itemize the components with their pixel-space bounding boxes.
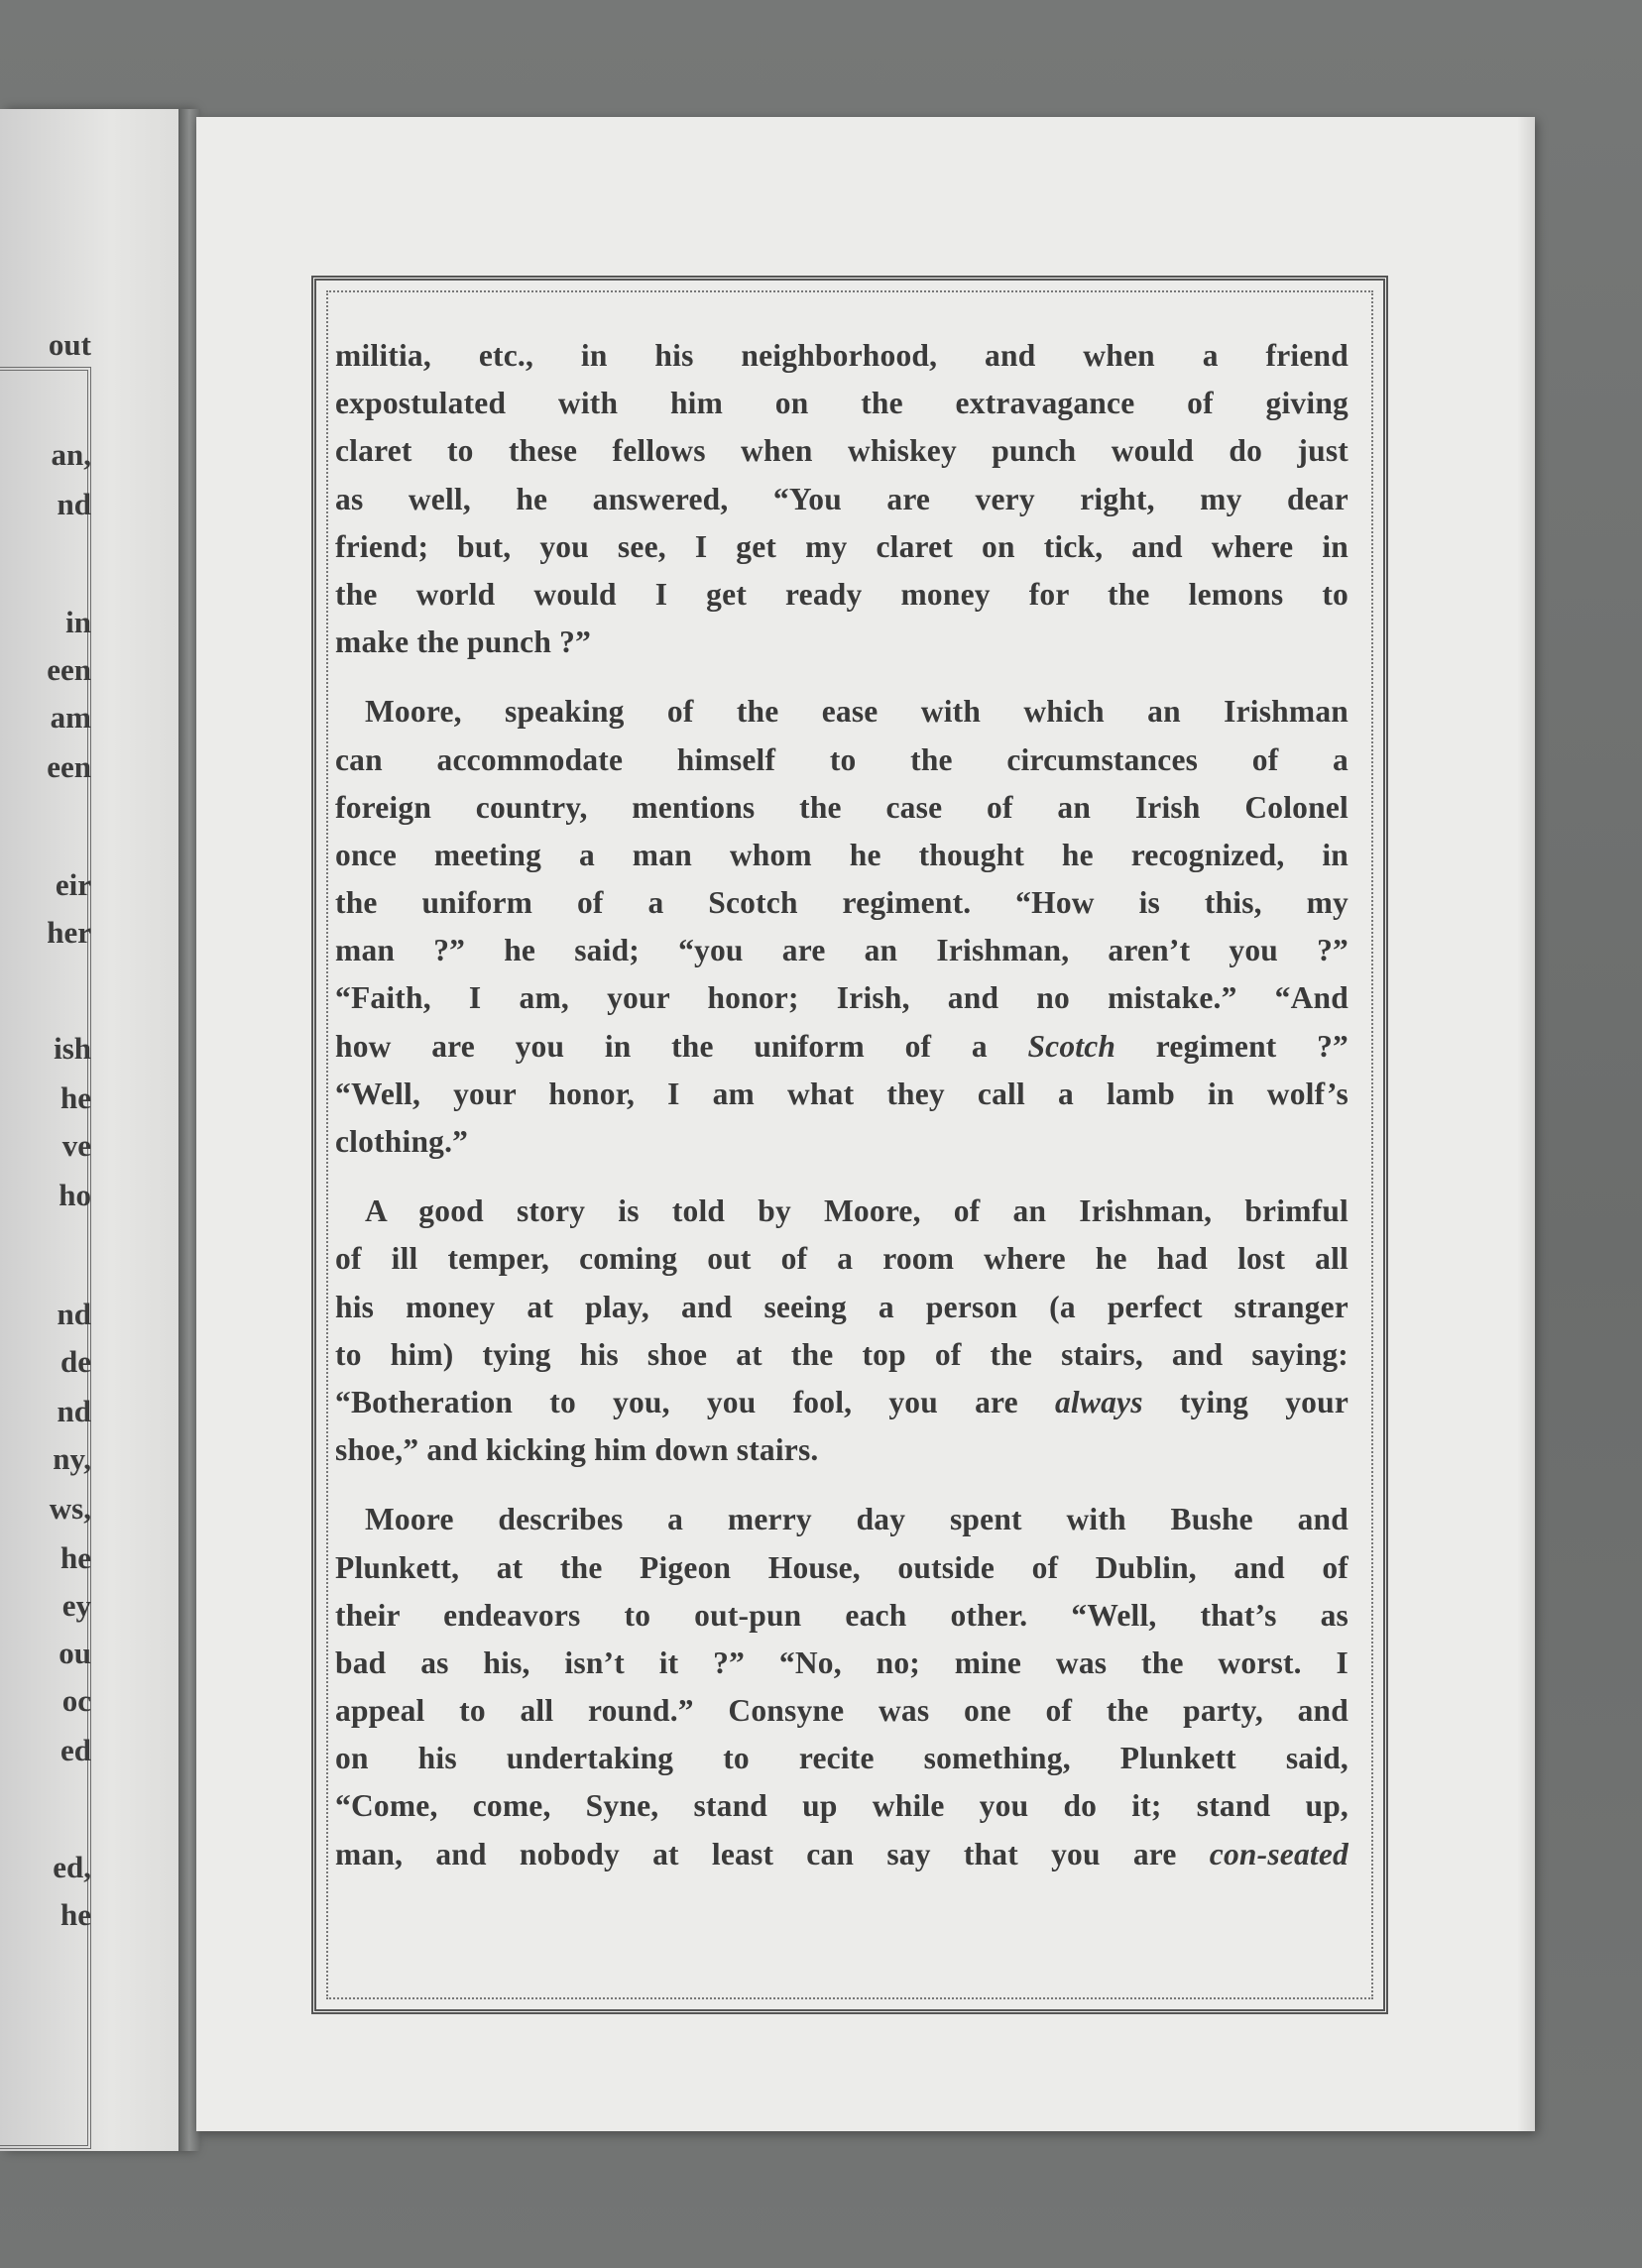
text-line: can accommodate himself to the circumstances of a (335, 741, 1349, 777)
text-line: “Faith, I am, your honor; Irish, and no mistake.” “And (335, 980, 1349, 1016)
text-line: claret to these fellows when whiskey punch would do just (335, 433, 1349, 469)
left-page-fragment: he (60, 1540, 91, 1575)
left-page-fragment: an, (51, 437, 91, 472)
left-page-fragment: nd (57, 1394, 91, 1428)
left-page-fragment: oc (61, 1683, 91, 1718)
left-page-fragment: her (47, 915, 91, 950)
text-line (335, 1379, 1349, 1426)
left-page-fragment: ish (54, 1031, 91, 1066)
text-line (335, 1831, 1349, 1878)
text-line: man ?” he said; “you are an Irishman, aren’t you ?” (335, 933, 1349, 968)
text-line: militia, etc., in his neighborhood, and when a friend (335, 338, 1349, 373)
text-segment: man, and nobody at least can say that you are (335, 1836, 1177, 1871)
left-page-fragment: ny, (53, 1441, 91, 1476)
text-line: to him) tying his shoe at the top of the stairs, and saying: (335, 1336, 1349, 1372)
left-page-fragment: ou (59, 1636, 91, 1670)
left-page-fragment: de (60, 1344, 91, 1379)
paragraph (335, 688, 1349, 1166)
text-line: Moore, speaking of the ease with which an Irishman (365, 694, 1349, 730)
left-page-fragment: een (47, 749, 91, 784)
text-line: expostulated with him on the extravagance of giving (335, 386, 1349, 421)
italic-word: always (1054, 1384, 1143, 1419)
left-page-fragment: ve (61, 1128, 91, 1163)
left-page-fragment: ws, (49, 1491, 91, 1526)
text-line: his money at play, and seeing a person (a perfect stranger (335, 1289, 1349, 1324)
text-line: once meeting a man whom he thought he recognized, in (335, 837, 1349, 872)
text-line: “Come, come, Syne, stand up while you do it; stand up, (335, 1788, 1349, 1824)
text-line: the world would I get ready money for the lemons to (335, 576, 1349, 612)
paragraph (335, 1496, 1349, 1878)
left-page-fragment: out (48, 327, 91, 362)
left-page (0, 109, 190, 2151)
left-page-fragment: ed (60, 1733, 91, 1767)
text-segment: how are you in the uniform of a (335, 1028, 988, 1064)
text-line: foreign country, mentions the case of an Irish Colonel (335, 789, 1349, 825)
left-page-fragment: ho (59, 1178, 91, 1212)
text-segment: tying your (1142, 1384, 1349, 1419)
text-line: bad as his, isn’t it ?” “No, no; mine was the worst. I (335, 1644, 1349, 1680)
left-page-fragment: he (60, 1080, 91, 1115)
text-line: friend; but, you see, I get my claret on tick, and where in (335, 528, 1349, 564)
text-segment: regiment ?” (1115, 1028, 1349, 1064)
text-line: Moore describes a merry day spent with Bushe and (365, 1502, 1349, 1537)
text-line: clothing.” (335, 1124, 469, 1159)
left-page-fragment: ed, (53, 1850, 91, 1884)
text-line (335, 1023, 1349, 1071)
text-line: the uniform of a Scotch regiment. “How is this, my (335, 885, 1349, 921)
text-segment: “Botheration to you, you fool, you are (335, 1384, 1018, 1419)
left-page-fragment: een (47, 652, 91, 687)
text-line: make the punch ?” (335, 624, 592, 660)
left-page-fragment: nd (57, 1297, 91, 1331)
text-line: Plunkett, at the Pigeon House, outside of Dublin, and of (335, 1549, 1349, 1585)
text-line: “Well, your honor, I am what they call a lamb in wolf’s (335, 1076, 1349, 1111)
left-page-fragment: he (60, 1897, 91, 1932)
text-line: as well, he answered, “You are very right, my dear (335, 481, 1349, 516)
body-text (335, 332, 1349, 1900)
text-line: shoe,” and kicking him down stairs. (335, 1432, 819, 1468)
text-line: on his undertaking to recite something, Plunkett said, (335, 1741, 1349, 1776)
left-page-fragment: eir (55, 867, 91, 902)
paragraph (335, 332, 1349, 666)
right-page (196, 117, 1535, 2131)
left-page-fragment: ey (61, 1588, 91, 1623)
text-line: appeal to all round.” Consyne was one of the party, and (335, 1693, 1349, 1729)
paragraph (335, 1188, 1349, 1474)
text-line: their endeavors to out-pun each other. “Well, that’s as (335, 1597, 1349, 1633)
italic-word: con-seated (1209, 1836, 1349, 1871)
text-line: A good story is told by Moore, of an Irishman, brimful (365, 1193, 1349, 1229)
italic-word: Scotch (1027, 1028, 1116, 1064)
text-line: of ill temper, coming out of a room where he had lost all (335, 1241, 1349, 1277)
left-page-fragment: nd (57, 487, 91, 521)
left-page-fragment: am (50, 700, 91, 735)
left-page-fragment: in (65, 605, 91, 639)
